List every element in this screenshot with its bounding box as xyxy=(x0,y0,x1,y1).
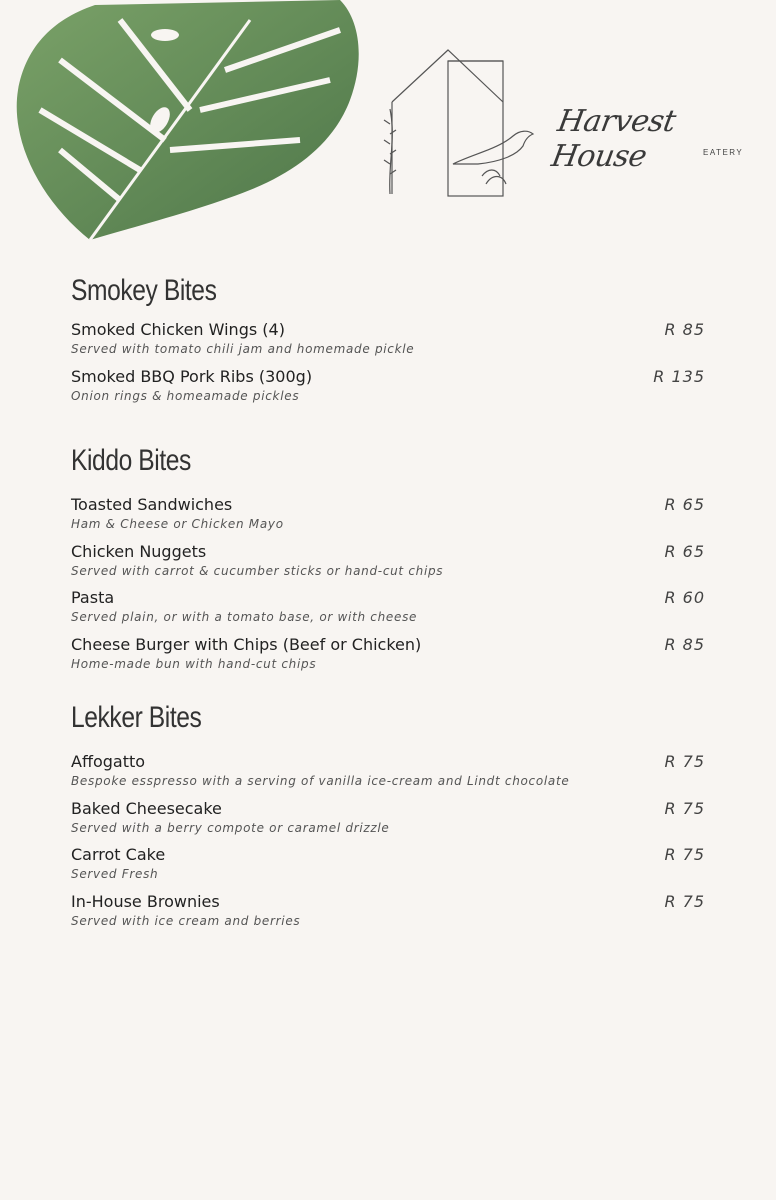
item-description: Served with ice cream and berries xyxy=(71,914,301,928)
item-price: R 75 xyxy=(664,845,705,864)
item-description: Served with a berry compote or caramel drizzle xyxy=(71,821,390,835)
item-description: Ham & Cheese or Chicken Mayo xyxy=(71,517,284,531)
item-price: R 75 xyxy=(664,799,705,818)
item-price: R 60 xyxy=(664,588,705,607)
brand-name: Harvest House xyxy=(548,104,679,174)
item-description: Served with tomato chili jam and homemade pickle xyxy=(71,342,415,356)
item-name: Chicken Nuggets xyxy=(71,542,207,561)
item-name: In-House Brownies xyxy=(71,892,220,911)
item-price: R 135 xyxy=(653,367,705,386)
menu-item xyxy=(71,495,705,539)
item-description: Served with carrot & cucumber sticks or hand-cut chips xyxy=(71,564,444,578)
section-title: Lekker Bites xyxy=(71,701,202,734)
menu-item xyxy=(71,635,705,679)
menu-item xyxy=(71,799,705,843)
item-price: R 65 xyxy=(664,542,705,561)
menu-item xyxy=(71,752,705,796)
item-price: R 75 xyxy=(664,892,705,911)
house-bird-logo xyxy=(378,44,543,204)
section-smokey-bites xyxy=(71,272,705,403)
item-name: Smoked BBQ Pork Ribs (300g) xyxy=(71,367,313,386)
item-name: Cheese Burger with Chips (Beef or Chicken) xyxy=(71,635,422,654)
item-name: Pasta xyxy=(71,588,115,607)
item-description: Bespoke esspresso with a serving of vanilla ice-cream and Lindt chocolate xyxy=(71,774,570,788)
monstera-leaf-illustration xyxy=(0,0,370,250)
item-name: Smoked Chicken Wings (4) xyxy=(71,320,285,339)
menu-item xyxy=(71,892,705,936)
menu-item xyxy=(71,320,705,364)
item-price: R 65 xyxy=(664,495,705,514)
item-name: Baked Cheesecake xyxy=(71,799,222,818)
brand-logo xyxy=(548,104,755,174)
menu-item xyxy=(71,367,705,411)
section-title: Smokey Bites xyxy=(71,274,217,307)
item-price: R 85 xyxy=(664,320,705,339)
menu-item xyxy=(71,845,705,889)
item-price: R 75 xyxy=(664,752,705,771)
item-price: R 85 xyxy=(664,635,705,654)
menu-item xyxy=(71,542,705,586)
section-lekker-bites xyxy=(71,699,705,928)
item-name: Affogatto xyxy=(71,752,146,771)
section-kiddo-bites xyxy=(71,442,705,671)
item-description: Onion rings & homeamade pickles xyxy=(71,389,300,403)
item-description: Home-made bun with hand-cut chips xyxy=(71,657,317,671)
section-title: Kiddo Bites xyxy=(71,444,191,477)
menu-item xyxy=(71,588,705,632)
item-name: Toasted Sandwiches xyxy=(71,495,233,514)
item-description: Served Fresh xyxy=(71,867,159,881)
item-name: Carrot Cake xyxy=(71,845,166,864)
brand-tagline: EATERY xyxy=(703,148,744,157)
item-description: Served plain, or with a tomato base, or with cheese xyxy=(71,610,418,624)
